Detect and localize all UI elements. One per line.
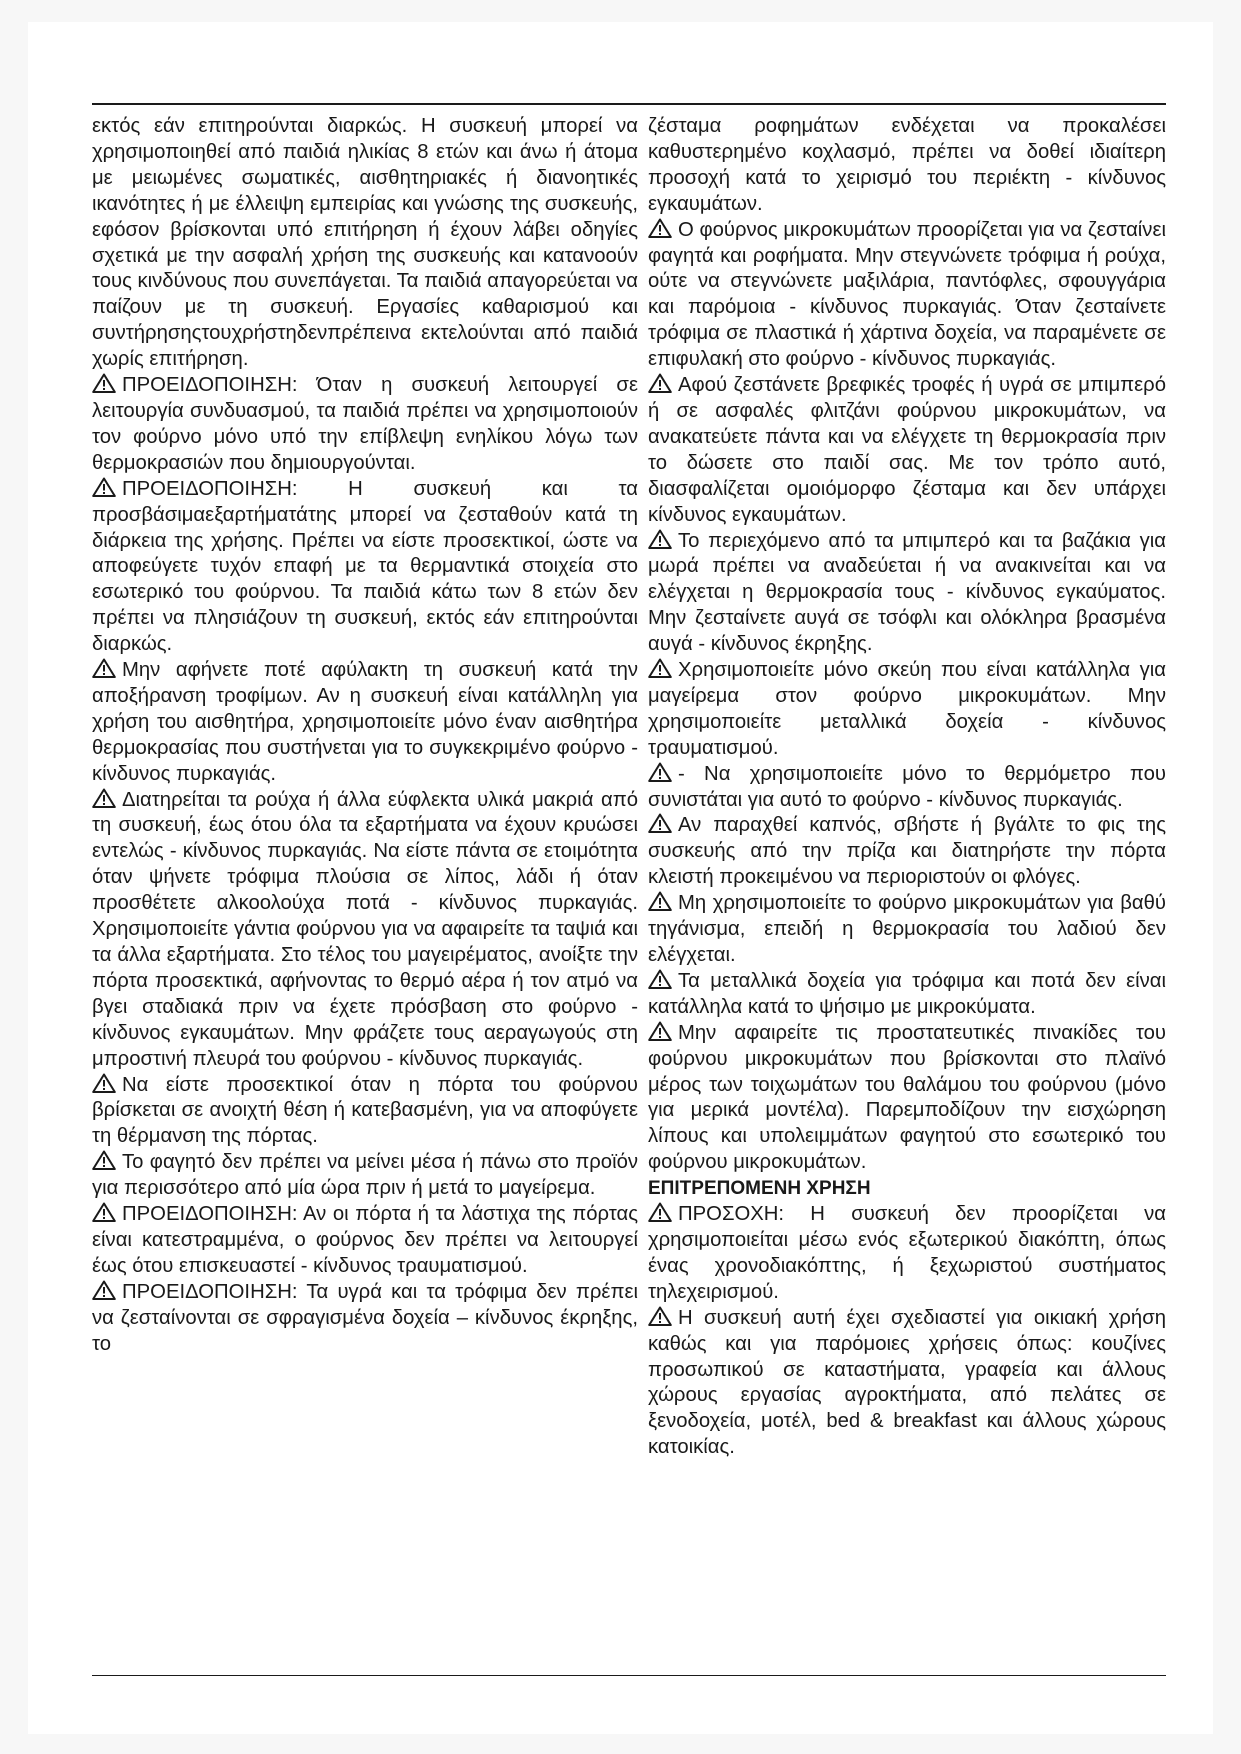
warning-paragraph: ΠΡΟΕΙΔΟΠΟΙΗΣΗ: Η συσκευή και τα προσβάσιμαεξαρτήματάτης μπορεί να ζεσταθούν κατά τη διάρκεια της χρήσης. Πρέπει να είστε προσεκτικοί, ώστε να αποφεύγετε τυχόν επαφή με τα θερμαντικά στοιχεία στο εσωτερικό του φούρνου. Τα παιδιά κάτω των 8 ετών δεν πρέπει να πλησιάζουν τη συσκευή, εκτός εάν επιτηρούνται διαρκώς. bbox=[92, 477, 638, 656]
paragraph: ζέσταμα ροφημάτων ενδέχεται να προκαλέσει καθυστερημένο κοχλασμό, πρέπει να δοθεί ιδιαίτερη προσοχή κατά το χειρισμό του περιέκτη - κίνδυνος εγκαυμάτων. bbox=[648, 115, 1166, 215]
warning-triangle-icon bbox=[648, 891, 672, 911]
warning-triangle-icon bbox=[648, 1021, 672, 1041]
warning-triangle-icon bbox=[648, 1306, 672, 1326]
warning-triangle-icon bbox=[92, 1202, 116, 1222]
paragraph: εκτός εάν επιτηρούνται διαρκώς. Η συσκευή μπορεί να χρησιμοποιηθεί από παιδιά ηλικίας 8 ετών και άνω ή άτομα με μειωμένες σωματικές, αισθητηριακές ή διανοητικές ικανότητες ή με έλλειψη εμπειρίας και γνώσης της συσκευής, εφόσον βρίσκονται υπό επιτήρηση ή έχουν λάβει οδηγίες σχετικά με την ασφαλή χρήση της συσκευής και κατανοούν τους κινδύνους που συνεπάγεται. Τα παιδιά απαγορεύεται να παίζουν με τη συσκευή. Εργασίες καθαρισμού και συντήρησηςτουχρήστηδενπρέπεινα εκτελούνται από παιδιά χωρίς επιτήρηση. bbox=[92, 115, 638, 371]
warning-triangle-icon bbox=[648, 218, 672, 238]
warning-triangle-icon bbox=[648, 529, 672, 549]
warning-paragraph: ΠΡΟΕΙΔΟΠΟΙΗΣΗ: Αν οι πόρτα ή τα λάστιχα της πόρτας είναι κατεστραμμένα, ο φούρνος δεν πρέπει να λειτουργεί έως ότου επισκευαστεί - κίνδυνος τραυματισμού. bbox=[92, 1203, 638, 1277]
warning-paragraph: Η συσκευή αυτή έχει σχεδιαστεί για οικιακή χρήση καθώς και για παρόμοιες χρήσεις όπως: κουζίνες προσωπικού σε καταστήματα, γραφεία και άλλους χώρους εργασίας αγροκτήματα, από πελάτες σε ξενοδοχεία, μοτέλ, bed & breakfast και άλλους χώρους κατοικίας. bbox=[648, 1306, 1166, 1459]
warning-triangle-icon bbox=[648, 813, 672, 833]
warning-paragraph: Μην αφαιρείτε τις προστατευτικές πινακίδες του φούρνου μικροκυμάτων που βρίσκονται στο πλαϊνό μέρος των τοιχωμάτων του θαλάμου του φούρνου (μόνο για μερικά μοντέλα). Παρεμποδίζουν την εισχώρηση λίπους και υπολειμμάτων φαγητού στο εσωτερικό του φούρνου μικροκυμάτων. bbox=[648, 1021, 1166, 1174]
warning-paragraph: Μη χρησιμοποιείτε το φούρνο μικροκυμάτων για βαθύ τηγάνισμα, επειδή η θερμοκρασία του λαδιού δεν ελέγχεται. bbox=[648, 892, 1166, 966]
warning-paragraph: Να είστε προσεκτικοί όταν η πόρτα του φούρνου βρίσκεται σε ανοιχτή θέση ή κατεβασμένη, για να αποφύγετε τη θέρμανση της πόρτας. bbox=[92, 1073, 638, 1148]
warning-paragraph: Μην αφήνετε ποτέ αφύλακτη τη συσκευή κατά την αποξήρανση τροφίμων. Αν η συσκευή είναι κατάλληλη για χρήση του αισθητήρα, χρησιμοποιείτε μόνο έναν αισθητήρα θερμοκρασίας που συστήνεται για το συγκεκριμένο φούρνο - κίνδυνος πυρκαγιάς. bbox=[92, 659, 638, 785]
warning-paragraph: Αν παραχθεί καπνός, σβήστε ή βγάλτε το φις της συσκευής από την πρίζα και διατηρήστε την πόρτα κλειστή προκειμένου να περιοριστούν οι φλόγες. bbox=[648, 814, 1166, 889]
section-heading: ΕΠΙΤΡΕΠΟΜΕΝΗ ΧΡΗΣΗ bbox=[648, 1178, 871, 1200]
warning-paragraph: - Να χρησιμοποιείτε μόνο το θερμόμετρο που συνιστάται για αυτό το φούρνο - κίνδυνος πυρκαγιάς. bbox=[648, 762, 1166, 811]
warning-paragraph: Αφού ζεστάνετε βρεφικές τροφές ή υγρά σε μπιμπερό ή σε ασφαλές φλιτζάνι φούρνου μικροκυμάτων, να ανακατεύετε πάντα και να ελέγχετε τη θερμοκρασία πριν το δώσετε στο παιδί σας. Με τον τρόπο αυτό, διασφαλίζεται ομοιόμορφο ζέσταμα και δεν υπάρχει κίνδυνος εγκαυμάτων. bbox=[648, 374, 1166, 526]
warning-paragraph: ΠΡΟΕΙΔΟΠΟΙΗΣΗ: Τα υγρά και τα τρόφιμα δεν πρέπει να ζεσταίνονται σε σφραγισμένα δοχεία – κίνδυνος έκρηξης, το bbox=[92, 1280, 638, 1355]
warning-triangle-icon bbox=[92, 373, 116, 393]
warning-paragraph: Το φαγητό δεν πρέπει να μείνει μέσα ή πάνω στο προϊόν για περισσότερο από μία ώρα πριν ή μετά το μαγείρεμα. bbox=[92, 1151, 638, 1200]
warning-triangle-icon bbox=[648, 658, 672, 678]
warning-paragraph: ΠΡΟΣΟΧΗ: Η συσκευή δεν προορίζεται να χρησιμοποιείται μέσω ενός εξωτερικού διακόπτη, όπως ένας χρονοδιακόπτης, ή ξεχωριστού συστήματος τηλεχειρισμού. bbox=[648, 1203, 1166, 1303]
warning-triangle-icon bbox=[92, 1280, 116, 1300]
warning-paragraph: Ο φούρνος μικροκυμάτων προορίζεται για να ζεσταίνει φαγητά και ροφήματα. Μην στεγνώνετε τρόφιμα ή ρούχα, ούτε να στεγνώνετε μαξιλάρια, παντόφλες, σφουγγάρια και παρόμοια - κίνδυνος πυρκαγιάς. Όταν ζεσταίνετε τρόφιμα σε πλαστικά ή χάρτινα δοχεία, να παραμένετε σε επιφυλακή στο φούρνο - κίνδυνος πυρκαγιάς. bbox=[648, 218, 1166, 371]
warning-triangle-icon bbox=[92, 1073, 116, 1093]
warning-paragraph: Τα μεταλλικά δοχεία για τρόφιμα και ποτά δεν είναι κατάλληλα κατά το ψήσιμο με μικροκύματα. bbox=[648, 969, 1166, 1018]
header-rule bbox=[92, 103, 1166, 105]
warning-triangle-icon bbox=[648, 969, 672, 989]
warning-triangle-icon bbox=[648, 762, 672, 782]
warning-triangle-icon bbox=[92, 1150, 116, 1170]
warning-triangle-icon bbox=[648, 1202, 672, 1222]
warning-paragraph: Το περιεχόμενο από τα μπιμπερό και τα βαζάκια για μωρά πρέπει να αναδεύεται ή να ανακινείται και να ελέγχεται η θερμοκρασία τους - κίνδυνος εγκαύματος. Μην ζεσταίνετε αυγά σε τσόφλι και ολόκληρα βρασμένα αυγά - κίνδυνος έκρηξης. bbox=[648, 529, 1166, 656]
warning-paragraph: ΠΡΟΕΙΔΟΠΟΙΗΣΗ: Όταν η συσκευή λειτουργεί σε λειτουργία συνδυασμού, τα παιδιά πρέπει να χρησιμοποιούν τον φούρνο μόνο υπό την επίβλεψη ενηλίκου λόγω των θερμοκρασιών που δημιουργούνται. bbox=[92, 374, 638, 474]
left-column bbox=[92, 114, 638, 1358]
warning-triangle-icon bbox=[92, 477, 116, 497]
warning-triangle-icon bbox=[92, 788, 116, 808]
warning-paragraph: Διατηρείται τα ρούχα ή άλλα εύφλεκτα υλικά μακριά από τη συσκευή, έως ότου όλα τα εξαρτήματα να έχουν κρυώσει εντελώς - κίνδυνος πυρκαγιάς. Να είστε πάντα σε ετοιμότητα όταν ψήνετε τρόφιμα πλούσια σε λίπος, λάδι ή όταν προσθέτετε αλκοολούχα ποτά - κίνδυνος πυρκαγιάς. Χρησιμοποιείτε γάντια φούρνου για να αφαιρείτε τα ταψιά και τα άλλα εξαρτήματα. Στο τέλος του μαγειρέματος, ανοίξτε την πόρτα προσεκτικά, αφήνοντας το θερμό αέρα ή τον ατμό να βγει σταδιακά πριν να έχετε πρόσβαση στο φούρνο - κίνδυνος εγκαυμάτων. Μην φράζετε τους αεραγωγούς στη μπροστινή πλευρά του φούρνου - κίνδυνος πυρκαγιάς. bbox=[92, 788, 638, 1070]
footer-rule bbox=[92, 1675, 1166, 1676]
right-column bbox=[648, 114, 1166, 1461]
warning-triangle-icon bbox=[648, 373, 672, 393]
warning-paragraph: Χρησιμοποιείτε μόνο σκεύη που είναι κατάλληλα για μαγείρεμα στον φούρνο μικροκυμάτων. Μην χρησιμοποιείτε μεταλλικά δοχεία - κίνδυνος τραυματισμού. bbox=[648, 659, 1166, 759]
warning-triangle-icon bbox=[92, 658, 116, 678]
